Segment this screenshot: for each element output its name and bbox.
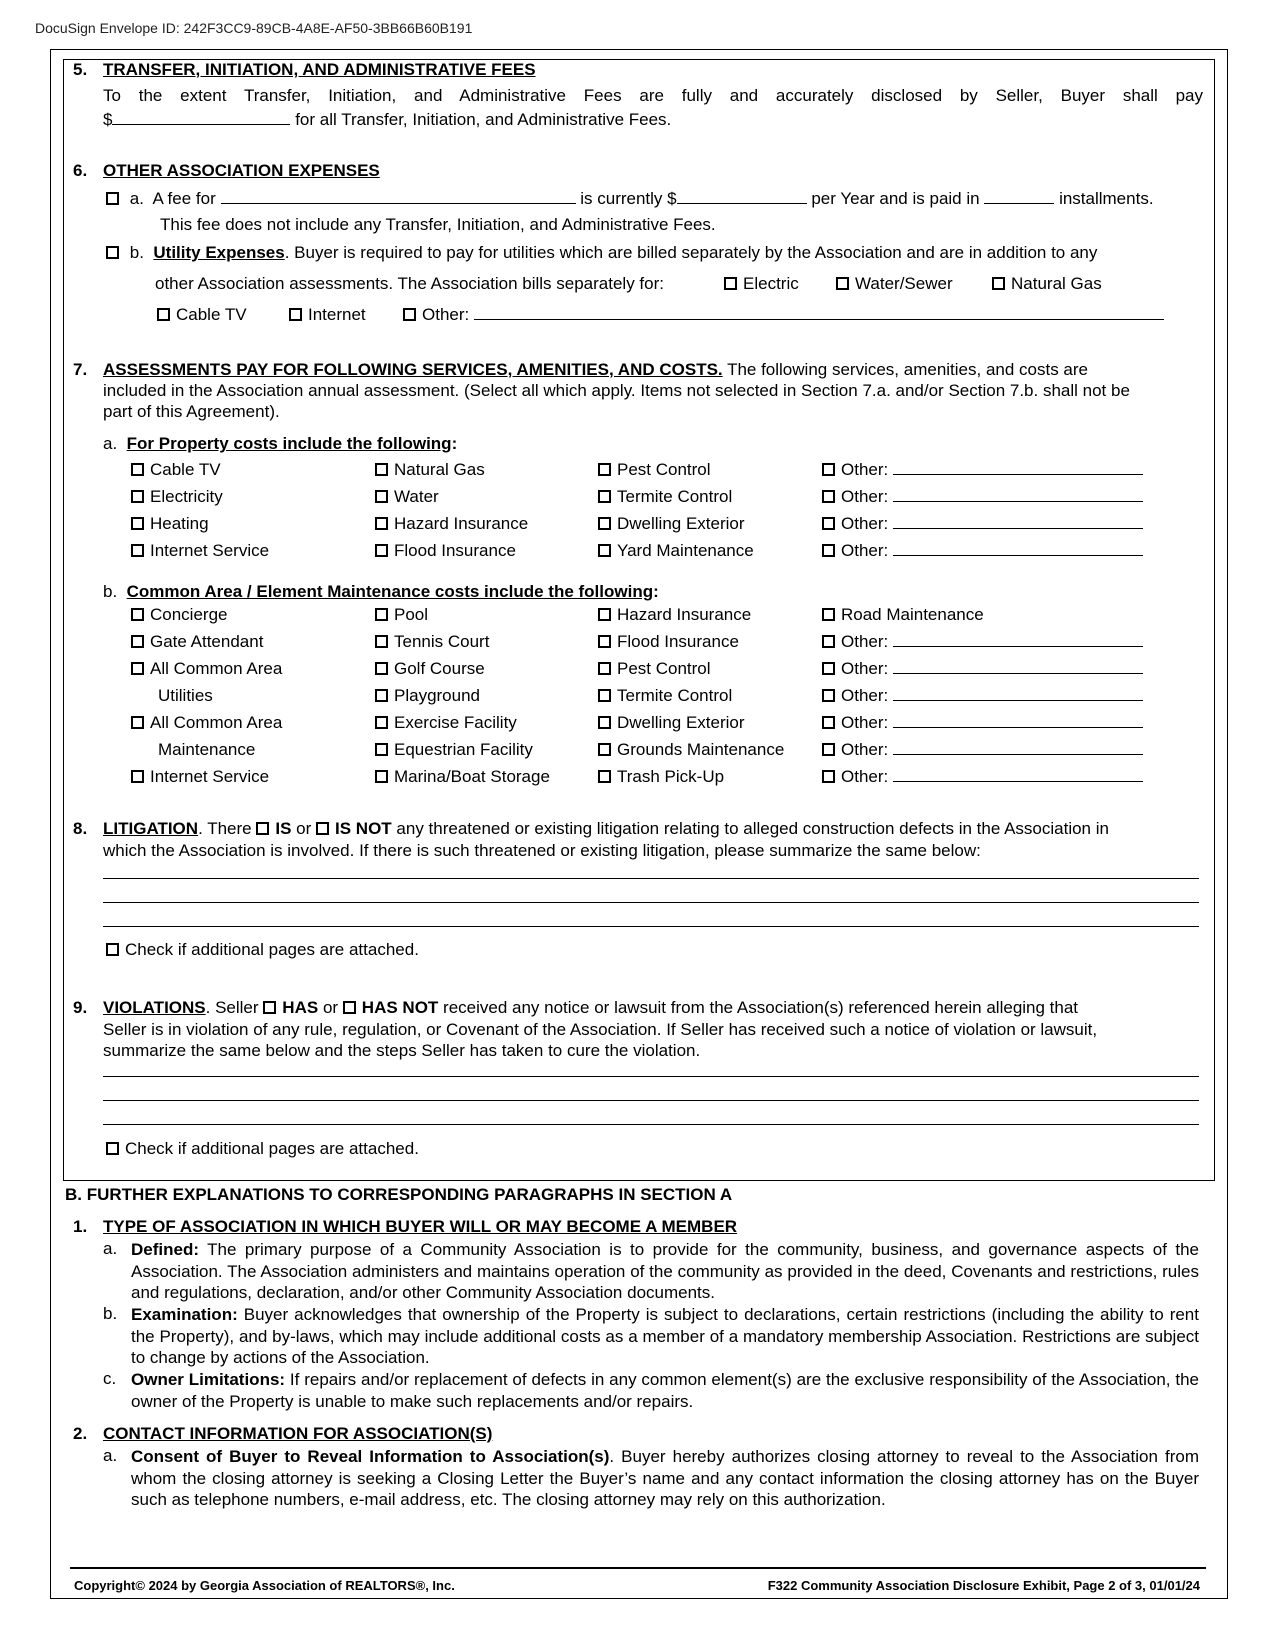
sb1b-head: Examination: [131, 1305, 238, 1324]
s6b-water-label: Water/Sewer [855, 274, 953, 293]
s7a-checkbox[interactable] [375, 490, 388, 503]
s7b-checkbox[interactable] [822, 743, 835, 756]
s9-number: 9. [73, 998, 88, 1017]
s7a-checkbox[interactable] [131, 517, 144, 530]
s9-or: or [322, 998, 339, 1017]
s7a-label: Other: [841, 541, 889, 560]
s7b-checkbox[interactable] [598, 689, 611, 702]
sb1a-head: Defined: [131, 1240, 199, 1259]
s9-summary-line-3[interactable] [103, 1124, 1199, 1125]
s7b-item-c1-r5[interactable] [131, 713, 282, 733]
s6b-other-checkbox[interactable] [403, 308, 416, 321]
s9-seller: . Seller [205, 998, 259, 1017]
s7b-checkbox[interactable] [598, 770, 611, 783]
s8-summary-line-1[interactable] [103, 878, 1199, 879]
s7b-other-field[interactable] [893, 632, 1143, 647]
s6a-fee-for-label: A fee for [152, 189, 216, 208]
s7a-other-field[interactable] [893, 487, 1143, 502]
s9-has-not-checkbox[interactable] [343, 1001, 356, 1014]
s7a-label: Yard Maintenance [617, 541, 754, 560]
sb1c-head: Owner Limitations: [131, 1370, 286, 1389]
s7b-item-c2-r4[interactable] [375, 686, 480, 706]
s7b-item-c1-r2[interactable] [131, 632, 263, 652]
s7a-colon: : [451, 434, 458, 453]
s7a-checkbox[interactable] [598, 544, 611, 557]
s7a-label: Termite Control [617, 487, 733, 506]
s8-number: 8. [73, 819, 88, 838]
s6a-fee-description-field[interactable] [221, 189, 576, 204]
s7b-item-c3-r2[interactable] [598, 632, 739, 652]
s7b-label: Trash Pick-Up [617, 767, 725, 786]
s5-text-line1: To the extent Transfer, Initiation, and Administrative Fees are fully and accurately disclosed by Seller, Buyer shall pay [103, 86, 1203, 105]
s8-there: . There [198, 819, 252, 838]
s7a-other-field[interactable] [893, 514, 1143, 529]
sb2a-head: Consent of Buyer to Reveal Information to Association(s) [131, 1447, 610, 1466]
s6b-opt-other[interactable] [403, 305, 1164, 325]
s8-text: any threatened or existing litigation relating to alleged construction defects in the Association in [396, 819, 1109, 838]
sb1b-paragraph [131, 1304, 1199, 1369]
s7a-checkbox[interactable] [822, 544, 835, 557]
s7b-checkbox[interactable] [822, 770, 835, 783]
s5-title: TRANSFER, INITIATION, AND ADMINISTRATIVE FEES [103, 60, 536, 79]
s7a-checkbox[interactable] [822, 490, 835, 503]
sb1a-paragraph [131, 1239, 1199, 1304]
s7b-label: Other: [841, 659, 889, 678]
s7-intro2: included in the Association annual assessment. (Select all which apply. Items not selected in Section 7.a. and/or Section 7.b. shall not be [103, 381, 1130, 400]
s6b-electric-label: Electric [743, 274, 799, 293]
s7b-item-c4-r4[interactable] [822, 686, 1143, 706]
s7-intro3: part of this Agreement). [103, 402, 280, 421]
s9-has-checkbox[interactable] [263, 1001, 276, 1014]
s9-has-label: HAS [282, 998, 319, 1017]
s7b-colon: : [653, 582, 659, 601]
s7b-label: Maintenance [158, 740, 256, 759]
s7a-item-c3-r4[interactable] [598, 541, 754, 561]
s7b-checkbox[interactable] [131, 716, 144, 729]
sb1c-text: If repairs and/or replacement of defects in any common element(s) are the exclusive responsibility of the Association, the owner of the Property is unable to make such replacements and/or repairs. [131, 1370, 1199, 1411]
s7a-checkbox[interactable] [375, 517, 388, 530]
s7b-label: Other: [841, 767, 889, 786]
s7b-checkbox[interactable] [822, 635, 835, 648]
s7b-label: Road Maintenance [841, 605, 984, 624]
s7a-item-c2-r2[interactable] [375, 487, 439, 507]
s8-additional-pages-label: Check if additional pages are attached. [125, 940, 419, 959]
s7b-label: Other: [841, 740, 889, 759]
s6b-cable-label: Cable TV [176, 305, 247, 324]
s5-text-line2 [103, 110, 671, 130]
s6b-other-label: Other: [422, 305, 470, 324]
s7b-label: Other: [841, 686, 889, 705]
s6a-line2: This fee does not include any Transfer, Initiation, and Administrative Fees. [160, 215, 716, 234]
s7b-item-c4-r7[interactable] [822, 767, 1143, 787]
s8-is-not-label: IS NOT [335, 819, 392, 838]
s7b-checkbox[interactable] [598, 662, 611, 675]
s7a-label: Heating [150, 514, 209, 533]
s6b-other-field[interactable] [474, 305, 1164, 320]
s7b-label: All Common Area [150, 659, 283, 678]
s8-is-not-checkbox[interactable] [316, 822, 329, 835]
s7a-label: Dwelling Exterior [617, 514, 745, 533]
s7a-item-c3-r1[interactable] [598, 460, 711, 480]
s7b-item-c1-r6 [158, 740, 255, 760]
s9-additional-pages[interactable] [106, 1139, 419, 1159]
s5-number: 5. [73, 60, 88, 79]
s7b-item-c3-r1[interactable] [598, 605, 751, 625]
s7a-item-c2-r1[interactable] [375, 460, 485, 480]
s7b-other-field[interactable] [893, 659, 1143, 674]
s6b-water-checkbox[interactable] [836, 277, 849, 290]
s7a-heading [103, 434, 457, 454]
s7b-item-c2-r7[interactable] [375, 767, 550, 787]
s7b-label: Flood Insurance [617, 632, 739, 651]
s9-has-not-label: HAS NOT [361, 998, 439, 1017]
s7b-label: Playground [394, 686, 481, 705]
s6b-gas-checkbox[interactable] [992, 277, 1005, 290]
s7b-label: Other: [841, 632, 889, 651]
s6a-installments-field[interactable] [984, 189, 1054, 204]
s7b-letter: b. [103, 582, 118, 601]
sb2a-paragraph [131, 1446, 1199, 1511]
sb1a-text: The primary purpose of a Community Association is to provide for the community, business, and governance aspects of the Association. The Association administers and maintains operation of the community as provided in the deed, Covenants and restrictions, rules and regulations, declaration, and/or other Community Association documents. [131, 1240, 1199, 1302]
s7b-other-field[interactable] [893, 767, 1143, 782]
s7a-item-c1-r4[interactable] [131, 541, 269, 561]
s7b-checkbox[interactable] [131, 662, 144, 675]
s8-or: or [296, 819, 312, 838]
s7b-label: Other: [841, 713, 889, 732]
s7b-label: Concierge [150, 605, 228, 624]
s6b-cable-checkbox[interactable] [157, 308, 170, 321]
s7a-checkbox[interactable] [131, 544, 144, 557]
s8-is-checkbox[interactable] [256, 822, 269, 835]
s6b-opt-internet[interactable] [289, 305, 366, 325]
s8-is-label: IS [275, 819, 292, 838]
s6a-currently-label: is currently $ [580, 189, 677, 208]
s6b-title: Utility Expenses [153, 243, 285, 262]
s7b-checkbox[interactable] [131, 770, 144, 783]
s9-line1 [103, 998, 1078, 1018]
s6b-row [106, 243, 1097, 263]
s7b-checkbox[interactable] [131, 635, 144, 648]
s7a-item-c4-r1[interactable] [822, 460, 1143, 480]
s7a-checkbox[interactable] [131, 490, 144, 503]
s7b-item-c2-r6[interactable] [375, 740, 533, 760]
s7a-label: Natural Gas [394, 460, 485, 479]
s9-summary-line-1[interactable] [103, 1076, 1199, 1077]
s6b-checkbox[interactable] [106, 246, 119, 259]
s7a-label: Internet Service [150, 541, 270, 560]
s7b-item-c1-r7[interactable] [131, 767, 269, 787]
s7b-item-c2-r1[interactable] [375, 605, 428, 625]
s7b-title: Common Area / Element Maintenance costs include the following [126, 582, 654, 601]
s6b-opt-water[interactable] [836, 274, 953, 294]
s7a-item-c1-r1[interactable] [131, 460, 221, 480]
s9-line3: summarize the same below and the steps Seller has taken to cure the violation. [103, 1041, 701, 1060]
s7a-checkbox[interactable] [375, 544, 388, 557]
s7a-label: Cable TV [150, 460, 221, 479]
s7a-title: For Property costs include the following [126, 434, 452, 453]
sb2-title: CONTACT INFORMATION FOR ASSOCIATION(S) [103, 1424, 493, 1443]
s7a-checkbox[interactable] [822, 463, 835, 476]
s7b-item-c3-r5[interactable] [598, 713, 745, 733]
s7b-label: Equestrian Facility [394, 740, 533, 759]
s7a-item-c4-r2[interactable] [822, 487, 1143, 507]
s7b-checkbox[interactable] [822, 608, 835, 621]
s7b-checkbox[interactable] [131, 608, 144, 621]
s8-line2: which the Association is involved. If there is such threatened or existing litigation, please summarize the same below: [103, 841, 981, 860]
s7b-checkbox[interactable] [598, 716, 611, 729]
s7b-item-c4-r6[interactable] [822, 740, 1143, 760]
s7b-label: Marina/Boat Storage [394, 767, 550, 786]
s8-summary-line-2[interactable] [103, 902, 1199, 903]
s7b-item-c2-r2[interactable] [375, 632, 489, 652]
s7b-item-c3-r6[interactable] [598, 740, 784, 760]
s6a-per-year-label: per Year and is paid in [811, 189, 980, 208]
s7-line1 [103, 360, 1088, 380]
s8-summary-line-3[interactable] [103, 926, 1199, 927]
s6a-amount-field[interactable] [677, 189, 807, 204]
s8-additional-pages-checkbox[interactable] [106, 943, 119, 956]
s6b-opt-gas[interactable] [992, 274, 1102, 294]
s7a-label: Electricity [150, 487, 223, 506]
s6b-internet-label: Internet [308, 305, 366, 324]
s7b-checkbox[interactable] [822, 689, 835, 702]
s5-fee-amount-field[interactable] [112, 110, 290, 125]
s7b-item-c1-r3[interactable] [131, 659, 282, 679]
s7-intro1: The following services, amenities, and costs are [727, 360, 1089, 379]
s7b-checkbox[interactable] [375, 635, 388, 648]
s7a-other-field[interactable] [893, 541, 1143, 556]
s7a-label: Other: [841, 514, 889, 533]
section-b-title: B. FURTHER EXPLANATIONS TO CORRESPONDING PARAGRAPHS IN SECTION A [65, 1185, 733, 1204]
s7b-label: Internet Service [150, 767, 270, 786]
s9-title: VIOLATIONS [103, 998, 206, 1017]
s7b-item-c4-r2[interactable] [822, 632, 1143, 652]
s7b-checkbox[interactable] [375, 743, 388, 756]
s6a-row [106, 189, 1154, 209]
s7b-checkbox[interactable] [375, 770, 388, 783]
sb1b-letter: b. [103, 1304, 118, 1323]
s7-number: 7. [73, 360, 88, 379]
s7b-checkbox[interactable] [822, 662, 835, 675]
s7b-checkbox[interactable] [375, 662, 388, 675]
s9-summary-line-2[interactable] [103, 1100, 1199, 1101]
s7b-label: Dwelling Exterior [617, 713, 745, 732]
s7a-item-c3-r3[interactable] [598, 514, 745, 534]
s8-title: LITIGATION [103, 819, 199, 838]
s7b-label: Tennis Court [394, 632, 490, 651]
sb1-title: TYPE OF ASSOCIATION IN WHICH BUYER WILL OR MAY BECOME A MEMBER [103, 1217, 738, 1236]
s6a-checkbox[interactable] [106, 192, 119, 205]
sb2a-letter: a. [103, 1446, 118, 1465]
sb1b-text: Buyer acknowledges that ownership of the Property is subject to declarations, certain restrictions (including the ability to rent the Property), and by-laws, which may include additional costs as a member of a mandatory membership Association. Restrictions are subject to change by actions of the Association. [131, 1305, 1199, 1367]
s9-line2: Seller is in violation of any rule, regulation, or Covenant of the Association. If Seller has received such a notice of violation or lawsuit, [103, 1020, 1098, 1039]
s9-additional-pages-checkbox[interactable] [106, 1142, 119, 1155]
s7b-checkbox[interactable] [375, 608, 388, 621]
s7a-checkbox[interactable] [822, 517, 835, 530]
s7a-other-field[interactable] [893, 460, 1143, 475]
s7b-item-c3-r4[interactable] [598, 686, 732, 706]
sb2a-text: . Buyer hereby authorizes closing attorney to reveal to the Association from whom the closing attorney is seeking a Closing Letter the Buyer’s name and any contact information the closing attorney has on the Buyer such as telephone numbers, e-mail address, etc. The closing attorney may rely on this authorization. [131, 1447, 1199, 1509]
s7a-label: Water [394, 487, 439, 506]
s7a-label: Other: [841, 460, 889, 479]
s7b-item-c4-r5[interactable] [822, 713, 1143, 733]
s7b-label: Pest Control [617, 659, 711, 678]
s7a-item-c4-r4[interactable] [822, 541, 1143, 561]
s7b-item-c1-r1[interactable] [131, 605, 228, 625]
sb1-number: 1. [73, 1217, 88, 1236]
s7b-checkbox[interactable] [375, 716, 388, 729]
s6b-text1: . Buyer is required to pay for utilities which are billed separately by the Association and are in addition to any [284, 243, 1098, 262]
s6b-opt-electric[interactable] [724, 274, 799, 294]
sb1c-letter: c. [103, 1369, 117, 1388]
s7a-label: Pest Control [617, 460, 711, 479]
s7a-checkbox[interactable] [598, 463, 611, 476]
s5-dollar: $ [103, 110, 113, 129]
s7b-checkbox[interactable] [375, 689, 388, 702]
s7a-letter: a. [103, 434, 118, 453]
s7b-label: Golf Course [394, 659, 485, 678]
s6-title: OTHER ASSOCIATION EXPENSES [103, 161, 380, 180]
s7b-other-field[interactable] [893, 713, 1143, 728]
s6b-text2: other Association assessments. The Association bills separately for: [155, 274, 664, 293]
s7b-label: Utilities [158, 686, 213, 705]
s7b-heading [103, 582, 659, 602]
s7a-item-c3-r2[interactable] [598, 487, 732, 507]
s7b-label: Grounds Maintenance [617, 740, 785, 759]
footer-copyright: Copyright© 2024 by Georgia Association of REALTORS®, Inc. [74, 1578, 455, 1593]
s6b-letter: b. [129, 243, 144, 262]
s7b-checkbox[interactable] [822, 716, 835, 729]
s7a-checkbox[interactable] [598, 517, 611, 530]
envelope-id: DocuSign Envelope ID: 242F3CC9-89CB-4A8E-AF50-3BB66B60B191 [35, 20, 473, 36]
s7a-label: Flood Insurance [394, 541, 516, 560]
s7a-item-c2-r4[interactable] [375, 541, 516, 561]
s8-additional-pages[interactable] [106, 940, 419, 960]
s6-number: 6. [73, 161, 88, 180]
s8-line1 [103, 819, 1109, 839]
footer-form-id: F322 Community Association Disclosure Exhibit, Page 2 of 3, 01/01/24 [767, 1578, 1200, 1593]
sb1c-paragraph [131, 1369, 1199, 1412]
s7a-checkbox[interactable] [598, 490, 611, 503]
s7a-item-c4-r3[interactable] [822, 514, 1143, 534]
s7b-item-c1-r4 [158, 686, 213, 706]
s7b-label: Gate Attendant [150, 632, 264, 651]
s6b-line2 [155, 274, 664, 294]
s6b-internet-checkbox[interactable] [289, 308, 302, 321]
s7b-item-c4-r1[interactable] [822, 605, 984, 625]
s7a-item-c1-r2[interactable] [131, 487, 223, 507]
s7b-item-c2-r3[interactable] [375, 659, 485, 679]
s7b-checkbox[interactable] [598, 635, 611, 648]
s6b-gas-label: Natural Gas [1011, 274, 1102, 293]
s7a-item-c1-r3[interactable] [131, 514, 209, 534]
s7b-other-field[interactable] [893, 686, 1143, 701]
s7b-checkbox[interactable] [598, 743, 611, 756]
s7a-checkbox[interactable] [131, 463, 144, 476]
s7b-label: Pool [394, 605, 429, 624]
s6b-electric-checkbox[interactable] [724, 277, 737, 290]
s7a-item-c2-r3[interactable] [375, 514, 528, 534]
s9-additional-pages-label: Check if additional pages are attached. [125, 1139, 419, 1158]
s7b-label: Hazard Insurance [617, 605, 752, 624]
s5-fee-text: for all Transfer, Initiation, and Administrative Fees. [295, 110, 672, 129]
s7b-item-c3-r3[interactable] [598, 659, 711, 679]
s6a-installments-label: installments. [1059, 189, 1154, 208]
s7a-label: Hazard Insurance [394, 514, 529, 533]
s7b-item-c4-r3[interactable] [822, 659, 1143, 679]
s6a-letter: a. [129, 189, 144, 208]
s7b-item-c2-r5[interactable] [375, 713, 517, 733]
s7b-label: All Common Area [150, 713, 283, 732]
s7b-label: Termite Control [617, 686, 733, 705]
s7-title: ASSESSMENTS PAY FOR FOLLOWING SERVICES, AMENITIES, AND COSTS. [103, 360, 723, 379]
s7b-other-field[interactable] [893, 740, 1143, 755]
s6b-opt-cable[interactable] [157, 305, 247, 325]
sb1a-letter: a. [103, 1239, 118, 1258]
sb2-number: 2. [73, 1424, 88, 1443]
s7b-item-c3-r7[interactable] [598, 767, 724, 787]
s7a-label: Other: [841, 487, 889, 506]
s7a-checkbox[interactable] [375, 463, 388, 476]
footer-rule [70, 1567, 1206, 1569]
s7b-label: Exercise Facility [394, 713, 517, 732]
s7b-checkbox[interactable] [598, 608, 611, 621]
s9-text: received any notice or lawsuit from the Association(s) referenced herein alleging that [443, 998, 1079, 1017]
